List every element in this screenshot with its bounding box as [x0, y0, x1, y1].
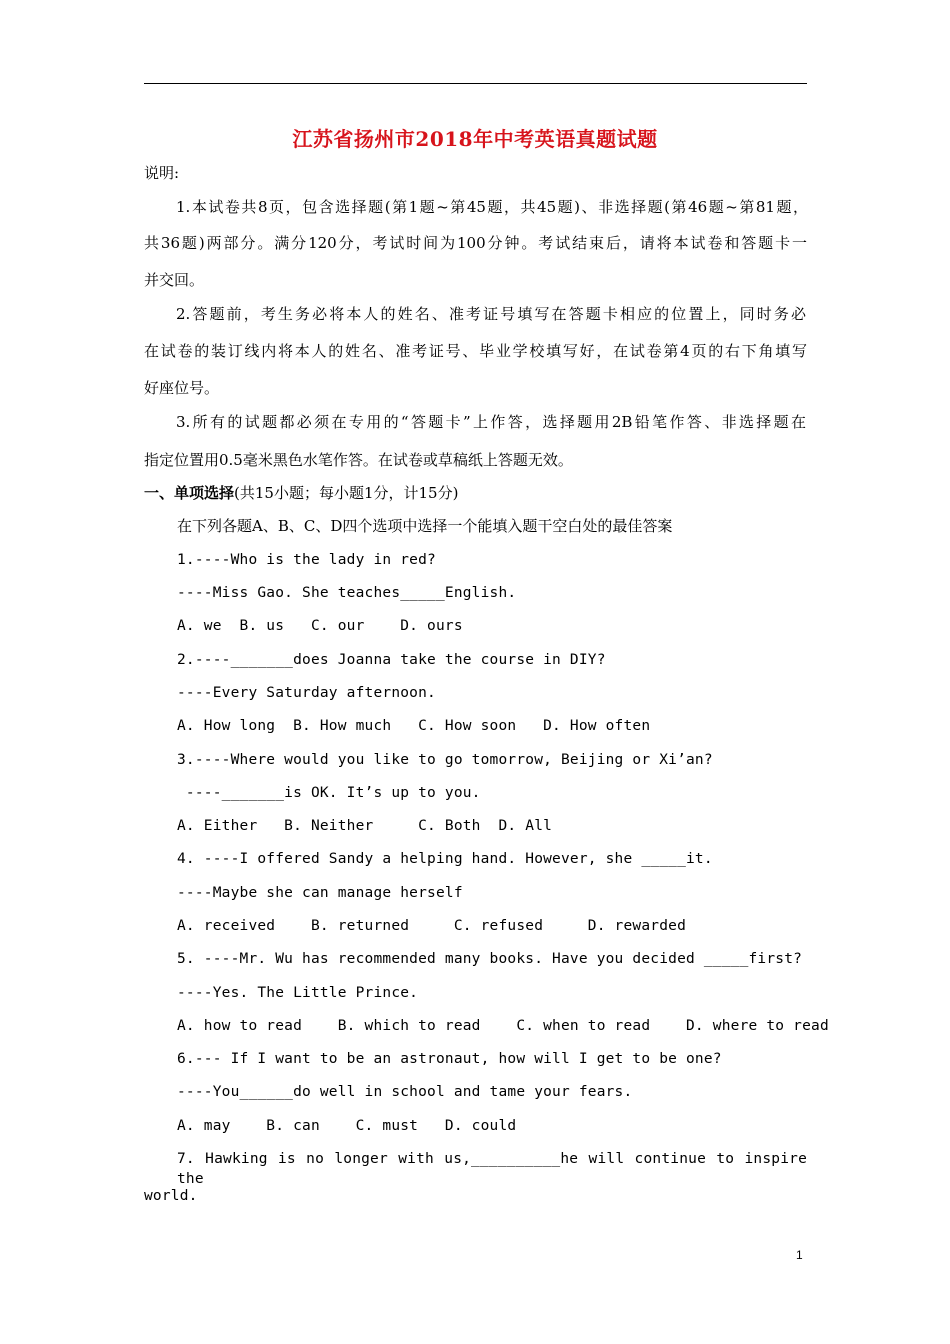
- note-1-line-2: 共36题)两部分。满分120分，考试时间为100分钟。考试结束后，请将本试卷和答题卡一: [144, 234, 807, 252]
- section-1-number: 一、: [144, 484, 175, 502]
- section-1-heading: [144, 483, 458, 503]
- note-3-line-1: 3.所有的试题都必须在专用的“答题卡”上作答，选择题用2B铅笔作答、非选择题在: [176, 413, 806, 431]
- note-2-line-3: 好座位号。: [144, 379, 220, 397]
- q7-stem-line-2: world.: [144, 1188, 198, 1204]
- q2-answer: ----Every Saturday afternoon.: [177, 685, 436, 701]
- q6-stem: 6.--- If I want to be an astronaut, how will I get to be one?: [177, 1051, 722, 1067]
- page-number: 1: [796, 1248, 803, 1262]
- top-rule: [144, 83, 807, 84]
- section-1-name: 单项选择: [174, 484, 235, 502]
- note-2-line-2: 在试卷的装订线内将本人的姓名、准考证号、毕业学校填写好，在试卷第4页的右下角填写: [144, 342, 807, 360]
- note-1-line-1: 1.本试卷共8页，包含选择题(第1题~第45题，共45题)、非选择题(第46题~第81题，: [176, 198, 808, 216]
- note-1-line-3: 并交回。: [144, 271, 205, 289]
- q7-stem-line-1: 7. Hawking is no longer with us,__________he will continue to inspire the: [177, 1151, 807, 1187]
- page-title: 江苏省扬州市2018年中考英语真题试题: [292, 127, 658, 151]
- section-1-instruction: 在下列各题A、B、C、D四个选项中选择一个能填入题干空白处的最佳答案: [177, 517, 673, 535]
- q1-answer: ----Miss Gao. She teaches_____English.: [177, 585, 517, 601]
- q5-stem: 5. ----Mr. Wu has recommended many books. Have you decided _____first?: [177, 951, 803, 967]
- q2-options: A. How long B. How much C. How soon D. How often: [177, 718, 651, 734]
- q2-stem: 2.----_______does Joanna take the course in DIY?: [177, 652, 606, 668]
- q4-options: A. received B. returned C. refused D. rewarded: [177, 918, 686, 934]
- q1-options: A. we B. us C. our D. ours: [177, 618, 463, 634]
- q3-answer: ----_______is OK. It’s up to you.: [177, 785, 481, 801]
- q4-stem: 4. ----I offered Sandy a helping hand. However, she _____it.: [177, 851, 713, 867]
- q5-options: A. how to read B. which to read C. when to read D. where to read: [177, 1018, 829, 1034]
- q5-answer: ----Yes. The Little Prince.: [177, 985, 419, 1001]
- q6-answer: ----You______do well in school and tame your fears.: [177, 1084, 633, 1100]
- notes-heading: 说明:: [144, 164, 180, 182]
- note-2-line-1: 2.答题前，考生务必将本人的姓名、准考证号填写在答题卡相应的位置上，同时务必: [176, 305, 806, 323]
- q3-options: A. Either B. Neither C. Both D. All: [177, 818, 553, 834]
- q3-stem: 3.----Where would you like to go tomorrow, Beijing or Xi’an?: [177, 752, 713, 768]
- q4-answer: ----Maybe she can manage herself: [177, 885, 463, 901]
- q6-options: A. may B. can C. must D. could: [177, 1118, 517, 1134]
- q1-stem: 1.----Who is the lady in red?: [177, 552, 436, 568]
- note-3-line-2: 指定位置用0.5毫米黑色水笔作答。在试卷或草稿纸上答题无效。: [144, 451, 573, 469]
- section-1-score: (共15小题；每小题1分，计15分): [234, 484, 459, 502]
